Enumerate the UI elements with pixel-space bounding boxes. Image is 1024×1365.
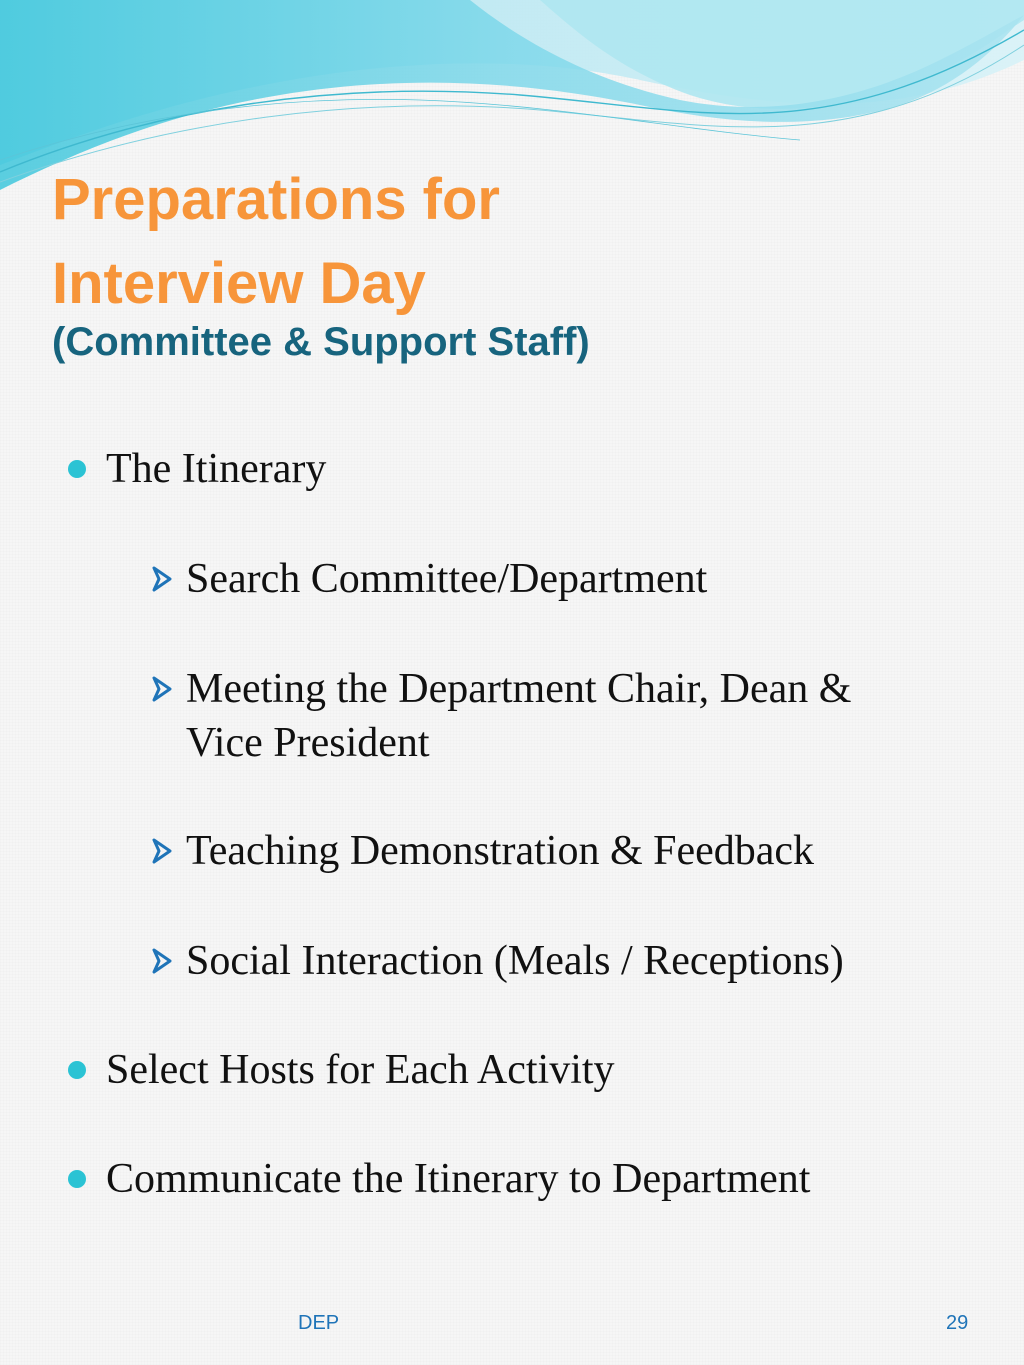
slide-title [52, 158, 952, 326]
list-item-text: Select Hosts for Each Activity [106, 1047, 615, 1093]
list-item-text: Social Interaction (Meals / Receptions) [186, 938, 844, 984]
list-item-text: Meeting the Department Chair, Dean & [186, 666, 852, 712]
list-item [106, 442, 326, 496]
circle-bullet-icon [68, 460, 86, 478]
arrow-bullet-icon [150, 675, 174, 703]
list-item [186, 662, 851, 770]
list-item [186, 552, 707, 606]
footer-label: DEP [298, 1312, 340, 1334]
list-item [186, 934, 844, 988]
circle-bullet-icon [68, 1061, 86, 1079]
arrow-bullet-icon [150, 565, 174, 593]
list-item [186, 824, 814, 878]
list-item-text: The Itinerary [106, 446, 327, 492]
list-item [106, 1152, 810, 1206]
list-item-text: Communicate the Itinerary to Department [106, 1156, 811, 1202]
arrow-bullet-icon [150, 837, 174, 865]
slide-title-line-1: Preparations for [52, 167, 500, 232]
list-item-text: Search Committee/Department [186, 556, 708, 602]
list-item [106, 1043, 615, 1097]
list-item-text: Teaching Demonstration & Feedback [186, 828, 815, 874]
page-number: 29 [946, 1312, 969, 1334]
list-item-text-continued: Vice President [186, 720, 430, 766]
arrow-bullet-icon [150, 947, 174, 975]
slide-subtitle: (Committee & Support Staff) [52, 320, 590, 364]
slide-title-line-2: Interview Day [52, 251, 426, 316]
circle-bullet-icon [68, 1170, 86, 1188]
